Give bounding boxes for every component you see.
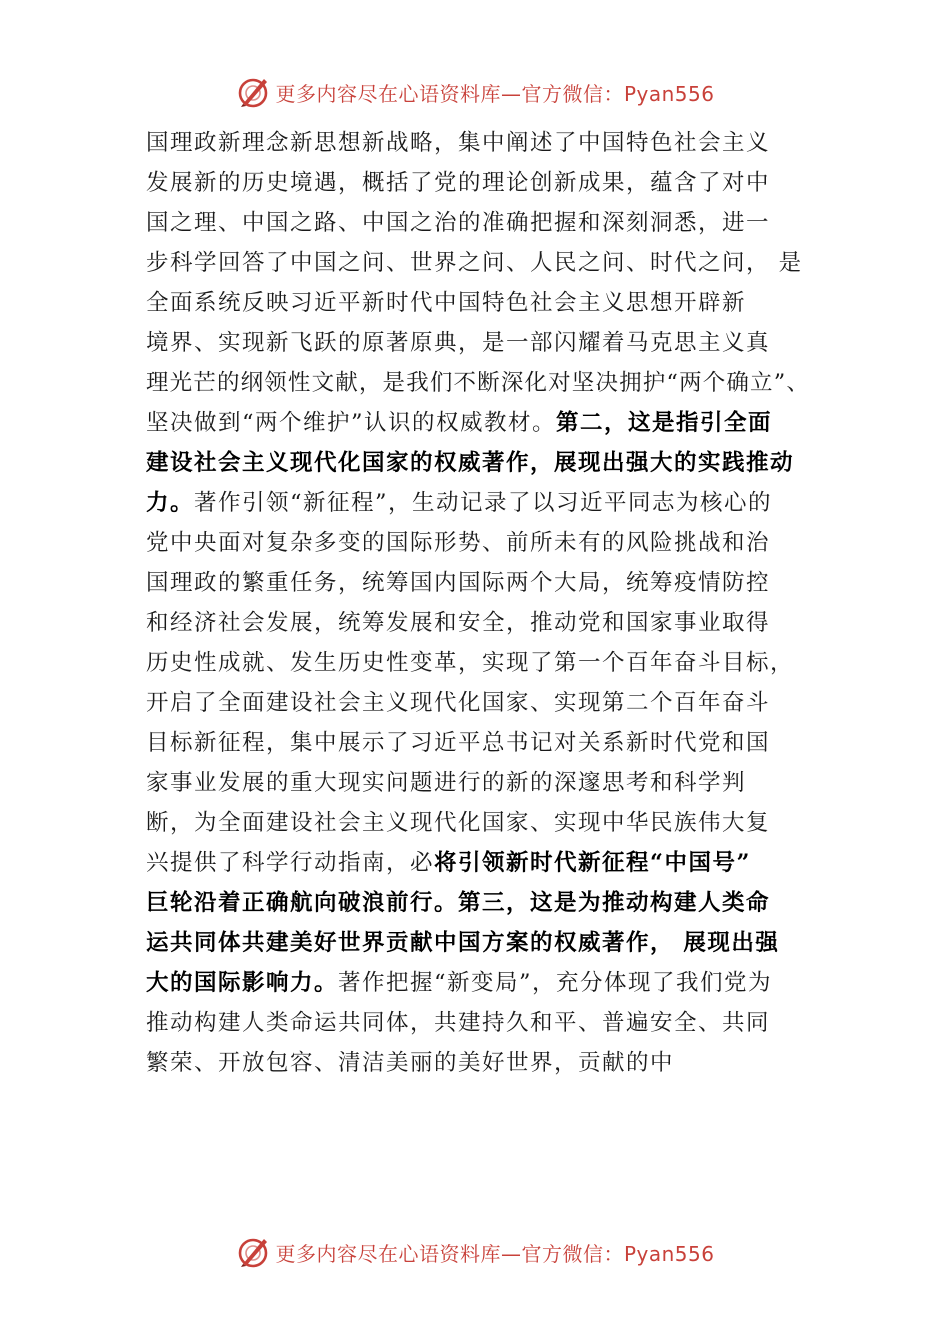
text-segment: 推动构建人类命运共同体，共建持久和平、普遍安全、共同 bbox=[146, 1010, 771, 1036]
text-segment: 家事业发展的重大现实问题进行的新的深邃思考和科学判 bbox=[146, 770, 747, 796]
bold-text-segment: 将引领新时代新征程“中国号” bbox=[434, 850, 751, 876]
text-line bbox=[146, 603, 810, 643]
bold-text-segment: 巨轮沿着正确航向破浪前行。第三，这是为推动构建人类命 bbox=[146, 890, 771, 916]
bold-text-segment: 力。 bbox=[146, 490, 195, 516]
text-line bbox=[146, 883, 810, 923]
text-line bbox=[146, 683, 810, 723]
text-line bbox=[146, 523, 810, 563]
text-segment: 国理政的繁重任务，统筹国内国际两个大局，统筹疫情防控 bbox=[146, 570, 771, 596]
header-banner-text: 更多内容尽在心语资料库—官方微信：Pyan556 bbox=[275, 81, 715, 106]
text-line bbox=[146, 923, 810, 963]
text-line bbox=[146, 763, 810, 803]
text-line bbox=[146, 643, 810, 683]
bold-text-segment: 第二，这是指引全面 bbox=[556, 410, 773, 436]
header-banner bbox=[0, 70, 950, 114]
text-segment: 兴提供了科学行动指南，必 bbox=[146, 850, 435, 876]
text-line bbox=[146, 363, 810, 403]
text-line bbox=[146, 803, 810, 843]
text-line bbox=[146, 843, 810, 883]
bold-text-segment: 大的国际影响力。 bbox=[146, 970, 339, 996]
text-line bbox=[146, 163, 810, 203]
bold-text-segment: 建设社会主义现代化国家的权威著作，展现出强大的实践推动 bbox=[146, 450, 795, 476]
text-line bbox=[146, 1003, 810, 1043]
text-segment: 理光芒的纲领性文献，是我们不断深化对坚决拥护“两个确立”、 bbox=[146, 370, 811, 396]
text-segment: 和经济社会发展，统筹发展和安全，推动党和国家事业取得 bbox=[146, 610, 771, 636]
text-segment: 全面系统反映习近平新时代中国特色社会主义思想开辟新 bbox=[146, 290, 747, 316]
text-line bbox=[146, 323, 810, 363]
text-line bbox=[146, 403, 810, 443]
text-segment: 繁荣、开放包容、清洁美丽的美好世界，贡献的中 bbox=[146, 1050, 675, 1076]
bold-text-segment: 运共同体共建美好世界贡献中国方案的权威著作， 展现出强 bbox=[146, 930, 780, 956]
text-line bbox=[146, 123, 810, 163]
text-line bbox=[146, 283, 810, 323]
text-line bbox=[146, 563, 810, 603]
text-segment: 国理政新理念新思想新战略，集中阐述了中国特色社会主义 bbox=[146, 130, 771, 156]
text-segment: 断，为全面建设社会主义现代化国家、实现中华民族伟大复 bbox=[146, 810, 771, 836]
text-line bbox=[146, 723, 810, 763]
document-body bbox=[146, 123, 810, 1083]
text-line bbox=[146, 243, 810, 283]
text-line bbox=[146, 1043, 810, 1083]
text-segment: 著作引领“新征程”，生动记录了以习近平同志为核心的 bbox=[194, 490, 773, 516]
text-line bbox=[146, 203, 810, 243]
text-segment: 国之理、中国之路、中国之治的准确把握和深刻洞悉，进一 bbox=[146, 210, 771, 236]
text-segment: 境界、实现新飞跃的原著原典，是一部闪耀着马克思主义真 bbox=[146, 330, 771, 356]
text-segment: 历史性成就、发生历史性变革，实现了第一个百年奋斗目标， bbox=[146, 650, 795, 676]
text-line bbox=[146, 443, 810, 483]
text-segment: 党中央面对复杂多变的国际形势、前所未有的风险挑战和治 bbox=[146, 530, 771, 556]
text-segment: 步科学回答了中国之问、世界之问、人民之问、时代之问， 是 bbox=[146, 250, 803, 276]
text-line bbox=[146, 483, 810, 523]
text-segment: 发展新的历史境遇，概括了党的理论创新成果，蕴含了对中 bbox=[146, 170, 771, 196]
footer-banner bbox=[0, 1230, 950, 1274]
pen-circle-logo-icon bbox=[235, 74, 271, 110]
text-segment: 目标新征程，集中展示了习近平总书记对关系新时代党和国 bbox=[146, 730, 771, 756]
footer-banner-text: 更多内容尽在心语资料库—官方微信：Pyan556 bbox=[275, 1241, 715, 1266]
text-segment: 坚决做到“两个维护”认识的权威教材。 bbox=[146, 410, 557, 436]
pen-circle-logo-icon bbox=[235, 1234, 271, 1270]
text-segment: 著作把握“新变局”，充分体现了我们党为 bbox=[338, 970, 773, 996]
text-line bbox=[146, 963, 810, 1003]
text-segment: 开启了全面建设社会主义现代化国家、实现第二个百年奋斗 bbox=[146, 690, 771, 716]
